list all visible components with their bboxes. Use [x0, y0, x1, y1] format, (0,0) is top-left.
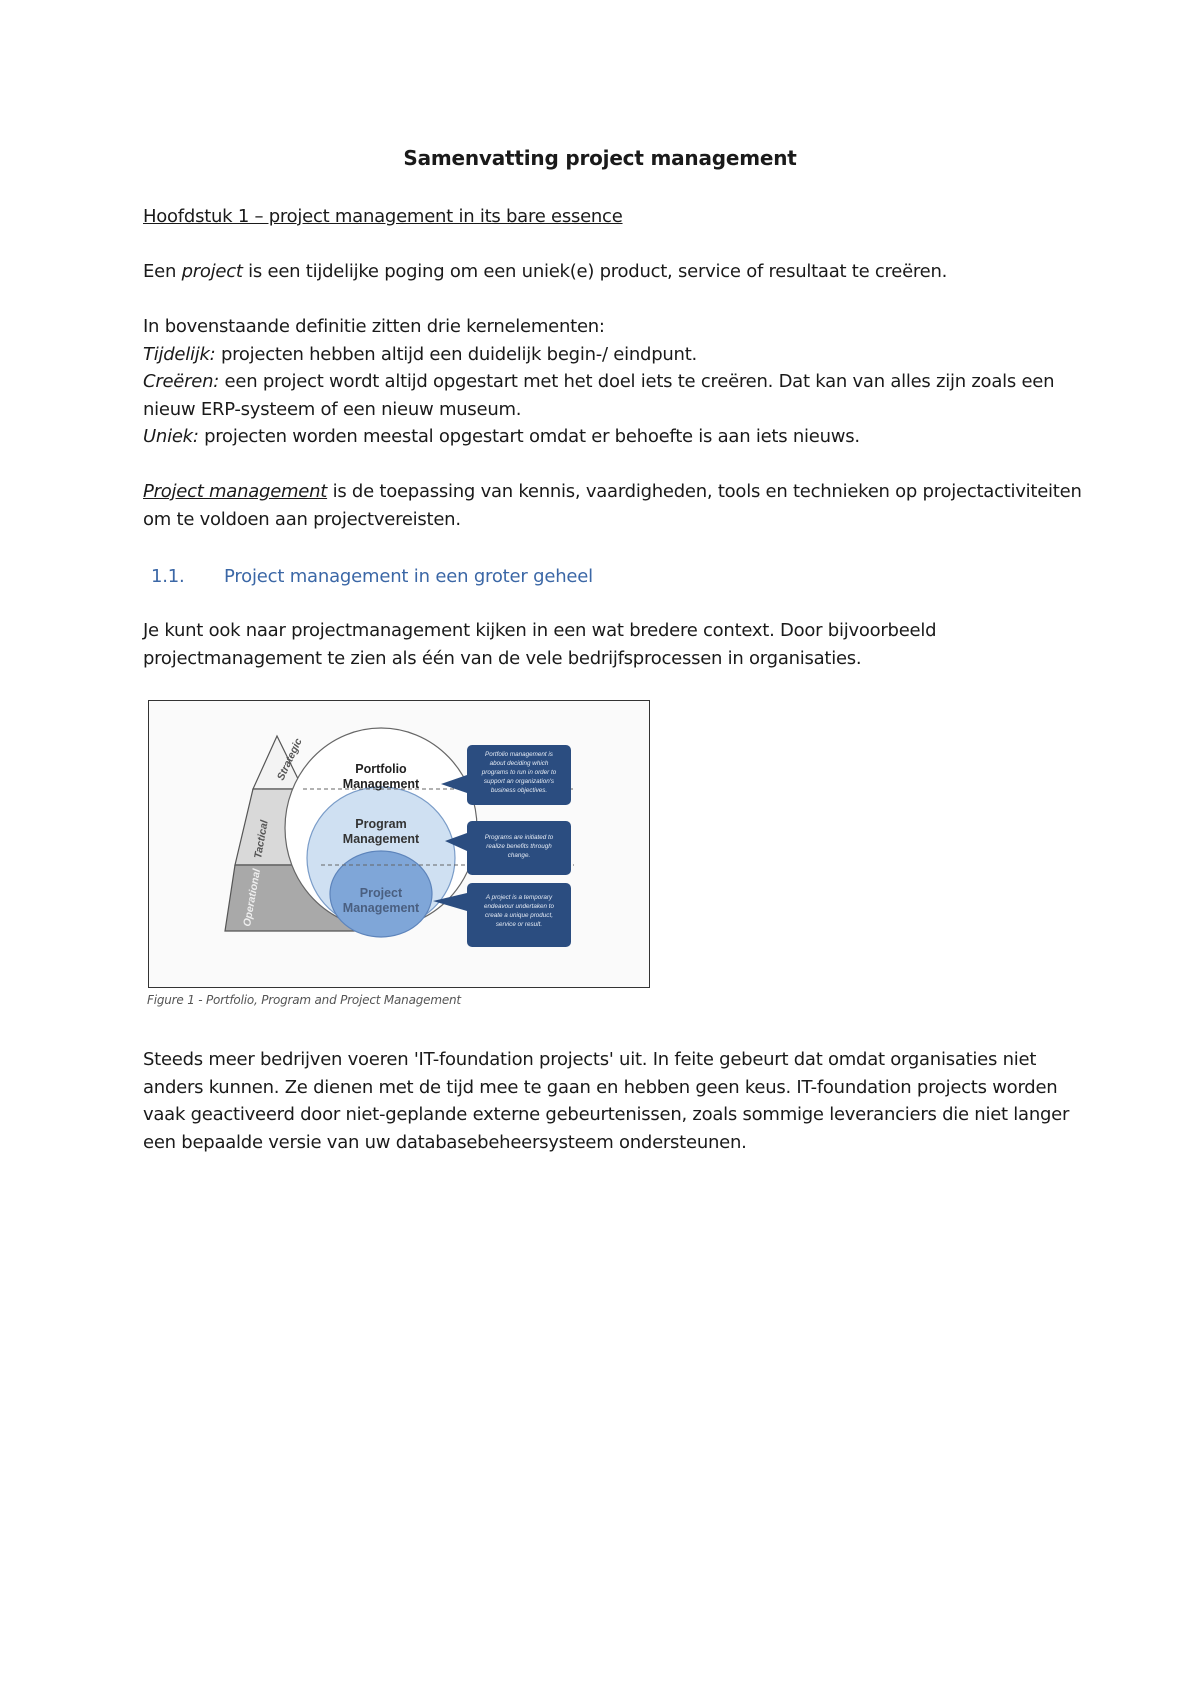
figure-portfolio-program-project: [148, 700, 650, 988]
term: Uniek:: [143, 426, 199, 448]
term: Creëren:: [143, 371, 220, 393]
portfolio-label-1: Portfolio: [355, 762, 407, 776]
text: projecten worden meestal opgestart omdat er behoefte is aan iets nieuws.: [198, 426, 860, 448]
portfolio-label-2: Management: [342, 777, 420, 791]
term-project: project: [181, 261, 243, 282]
program-label-2: Management: [342, 832, 420, 846]
paragraph-broader-context: Je kunt ook naar projectmanagement kijken in een wat bredere context. Door bijvoorbeeld projectmanagement te zien als één van de vele bedrijfsprocessen in organisaties.: [143, 620, 937, 669]
core-element-uniek: [143, 423, 1083, 451]
callout-project-line: endeavour undertaken to: [483, 903, 555, 910]
callout-portfolio-line: business objectives.: [490, 787, 548, 794]
term-project-management: Project management: [143, 481, 328, 502]
callout-portfolio-line: about deciding which: [489, 760, 549, 767]
core-elements-intro: In bovenstaande definitie zitten drie kernelementen:: [143, 316, 605, 337]
callout-program-line: Programs are initiated to: [484, 834, 554, 841]
paragraph-it-foundation: Steeds meer bedrijven voeren 'IT-foundation projects' uit. In feite gebeurt dat omdat organisaties niet anders kunnen. Ze dienen met de tijd mee te gaan en hebben geen keus. IT-foundation projects worden vaak geactiveerd door niet-geplande externe gebeurtenissen, zoals sommige leveranciers die niet langer een bepaalde versie van uw databasebeheersysteem ondersteunen.: [143, 1049, 1070, 1153]
text: is een tijdelijke poging om een uniek(e) product, service of resultaat te creëren.: [242, 261, 948, 282]
section-number: 1.1.: [151, 566, 185, 587]
level-operational: Operational: [241, 867, 264, 928]
callout-portfolio-line: programs to run in order to: [481, 769, 557, 776]
callout-program-line: change.: [507, 852, 531, 859]
core-element-creeren: [143, 368, 1083, 423]
section-heading: [151, 566, 593, 587]
text: een project wordt altijd opgestart met het doel iets te creëren. Dat kan van alles zijn zoals een nieuw ERP-systeem of een nieuw museum.: [143, 371, 1055, 420]
project-label-1: Project: [359, 886, 403, 900]
callout-project-line: create a unique product,: [485, 912, 553, 919]
text: projecten hebben altijd een duidelijk begin-/ eindpunt.: [215, 343, 697, 365]
callout-portfolio-line: Portfolio management is: [485, 751, 553, 758]
callout-project-line: service or result.: [495, 921, 543, 928]
level-strategic: Strategic: [274, 736, 305, 783]
level-tactical: Tactical: [252, 819, 271, 860]
section-title: Project management in een groter geheel: [224, 566, 593, 587]
term: Tijdelijk:: [143, 343, 216, 365]
core-element-tijdelijk: [143, 341, 1083, 369]
project-label-2: Management: [342, 901, 420, 915]
program-label-1: Program: [355, 817, 407, 831]
callout-program-line: realize benefits through: [486, 843, 552, 850]
callout-project-line: A project is a temporary: [485, 894, 553, 901]
callout-portfolio-line: support an organization's: [483, 778, 555, 785]
text: is de toepassing van kennis, vaardigheden, tools en technieken op projectactiviteiten om te voldoen aan projectvereisten.: [143, 481, 1082, 530]
paragraph-core-elements: [143, 313, 1083, 451]
document-title: Samenvatting project management: [403, 146, 797, 170]
paragraph-project-definition: [143, 258, 1083, 286]
figure-diagram: [149, 701, 649, 987]
chapter-heading: Hoofdstuk 1 – project management in its bare essence: [143, 206, 623, 227]
figure-caption: Figure 1 - Portfolio, Program and Project Management: [147, 993, 461, 1007]
paragraph-pm-definition: [143, 478, 1083, 533]
text: Een: [143, 261, 182, 282]
